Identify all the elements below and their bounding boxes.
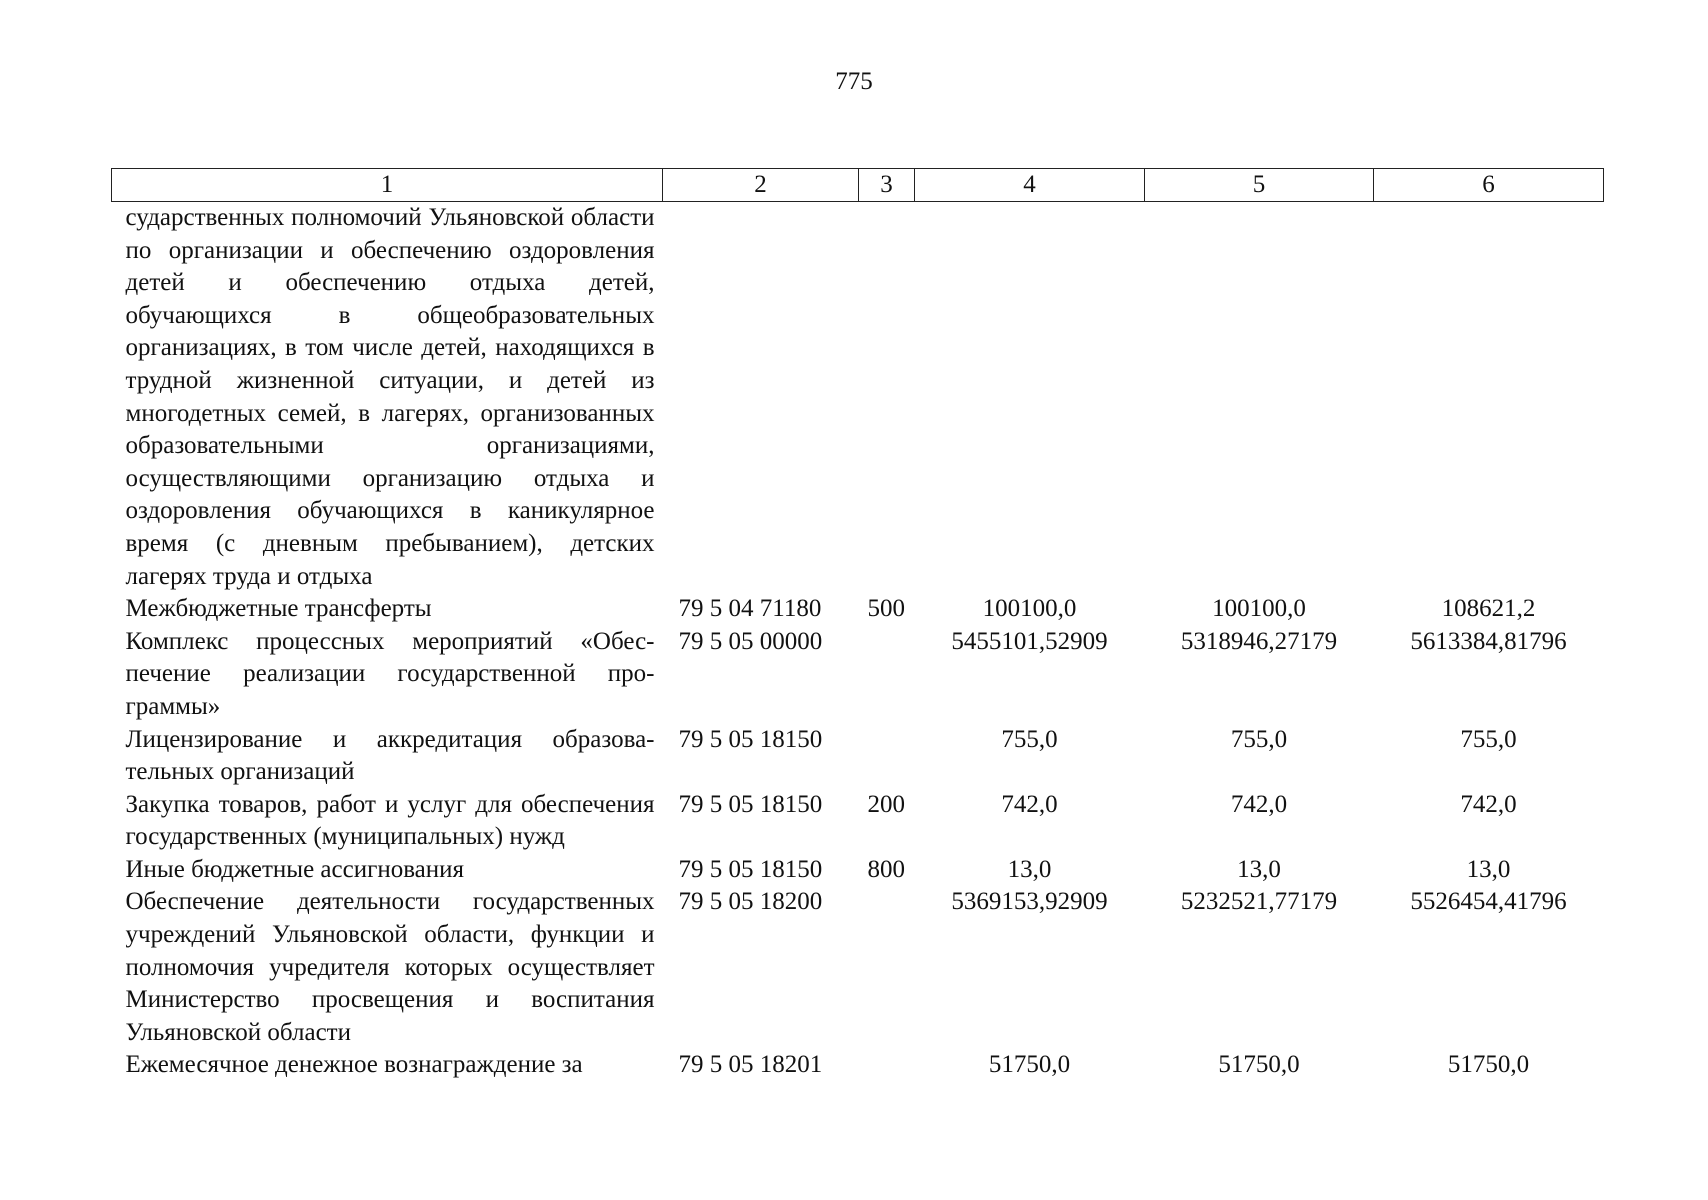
column-header-4: 4	[915, 169, 1145, 202]
row-value-6: 755,0	[1460, 725, 1517, 753]
row-code: 79 5 05 18150	[678, 855, 823, 883]
page-number: 775	[835, 68, 873, 95]
row-value-5: 742,0	[1230, 790, 1288, 818]
row-code	[663, 202, 859, 594]
table-row	[112, 593, 1604, 626]
table-row	[112, 854, 1604, 887]
row-expense-type	[859, 626, 915, 724]
column-header-3: 3	[859, 169, 915, 202]
table-row	[112, 1049, 1604, 1082]
row-code: 79 5 05 00000	[678, 627, 823, 655]
row-code: 79 5 05 18200	[678, 888, 823, 916]
column-header-5: 5	[1145, 169, 1374, 202]
row-value-4: 5369153,92909	[951, 888, 1108, 916]
row-value-5: 100100,0	[1212, 595, 1306, 623]
row-value-6: 108621,2	[1441, 595, 1536, 623]
row-value-4: 100100,0	[982, 595, 1077, 623]
table-header	[112, 169, 1604, 202]
table-row	[112, 626, 1604, 724]
row-value-6: 5613384,81796	[1410, 627, 1567, 655]
row-name: Обеспечение деятельности государственных учреждений Ульяновской области, функции и полномочия учредителя которых осуществляет Министерство просвещения и воспитания Ульяновской области	[125, 888, 655, 1046]
row-expense-type: 500	[867, 595, 905, 623]
row-code: 79 5 05 18150	[678, 790, 823, 818]
row-value-6: 742,0	[1460, 790, 1517, 818]
row-value-6: 5526454,41796	[1410, 888, 1567, 916]
budget-table	[111, 168, 1604, 1082]
row-value-6: 51750,0	[1447, 1051, 1530, 1079]
row-expense-type	[859, 1049, 915, 1082]
row-name: Ежемесячное денежное вознаграждение за	[125, 1051, 583, 1079]
row-value-4: 5455101,52909	[951, 627, 1108, 655]
column-header-2: 2	[663, 169, 859, 202]
row-value-5: 5318946,27179	[1180, 627, 1338, 655]
table-body	[112, 202, 1604, 1083]
row-value-6	[1374, 202, 1604, 594]
row-name: сударственных полномочий Ульяновской области по организации и обеспечению оздоровления детей и обеспечению отдыха детей, обучающихся в общеобразовательных организациях, в том числе детей, находящихся в трудной жизненной ситуации, и детей из многодетных семей, в лагерях, организованных образовательными организациями, осуществляющими организацию отдыха и оздоровления обучающихся в каникулярное время (с дневным пребыванием), детских лагерях труда и отдыха	[125, 204, 655, 590]
row-expense-type: 200	[867, 790, 905, 818]
row-name: Лицензирование и аккредитация образовательных организаций	[125, 725, 655, 786]
header-row	[112, 169, 1604, 202]
column-header-1: 1	[112, 169, 663, 202]
row-value-4	[915, 202, 1145, 594]
row-value-5: 755,0	[1230, 725, 1288, 753]
column-header-6: 6	[1374, 169, 1604, 202]
row-name: Комплекс процессных мероприятий «Обеспечение реализации государственной программы»	[125, 627, 655, 720]
row-value-6: 13,0	[1466, 855, 1511, 883]
row-expense-type	[859, 886, 915, 1049]
row-name: Закупка товаров, работ и услуг для обеспечения государственных (муниципальных) нужд	[125, 790, 655, 851]
row-expense-type: 800	[867, 855, 905, 883]
table-row	[112, 724, 1604, 789]
row-expense-type	[859, 202, 915, 594]
row-code: 79 5 05 18201	[678, 1051, 823, 1079]
row-value-4: 13,0	[1007, 855, 1052, 883]
table-row	[112, 789, 1604, 854]
row-value-5	[1145, 202, 1374, 594]
row-value-4: 742,0	[1001, 790, 1058, 818]
row-value-5: 5232521,77179	[1180, 888, 1338, 916]
row-value-5: 51750,0	[1218, 1051, 1300, 1079]
row-code: 79 5 05 18150	[678, 725, 823, 753]
row-value-4: 51750,0	[988, 1051, 1071, 1079]
row-name: Межбюджетные трансферты	[125, 595, 432, 623]
row-name: Иные бюджетные ассигнования	[125, 855, 465, 883]
table-row	[112, 202, 1604, 594]
row-expense-type	[859, 724, 915, 789]
row-value-5: 13,0	[1237, 855, 1281, 883]
row-value-4: 755,0	[1001, 725, 1058, 753]
table-row	[112, 886, 1604, 1049]
row-code: 79 5 04 71180	[678, 595, 822, 623]
